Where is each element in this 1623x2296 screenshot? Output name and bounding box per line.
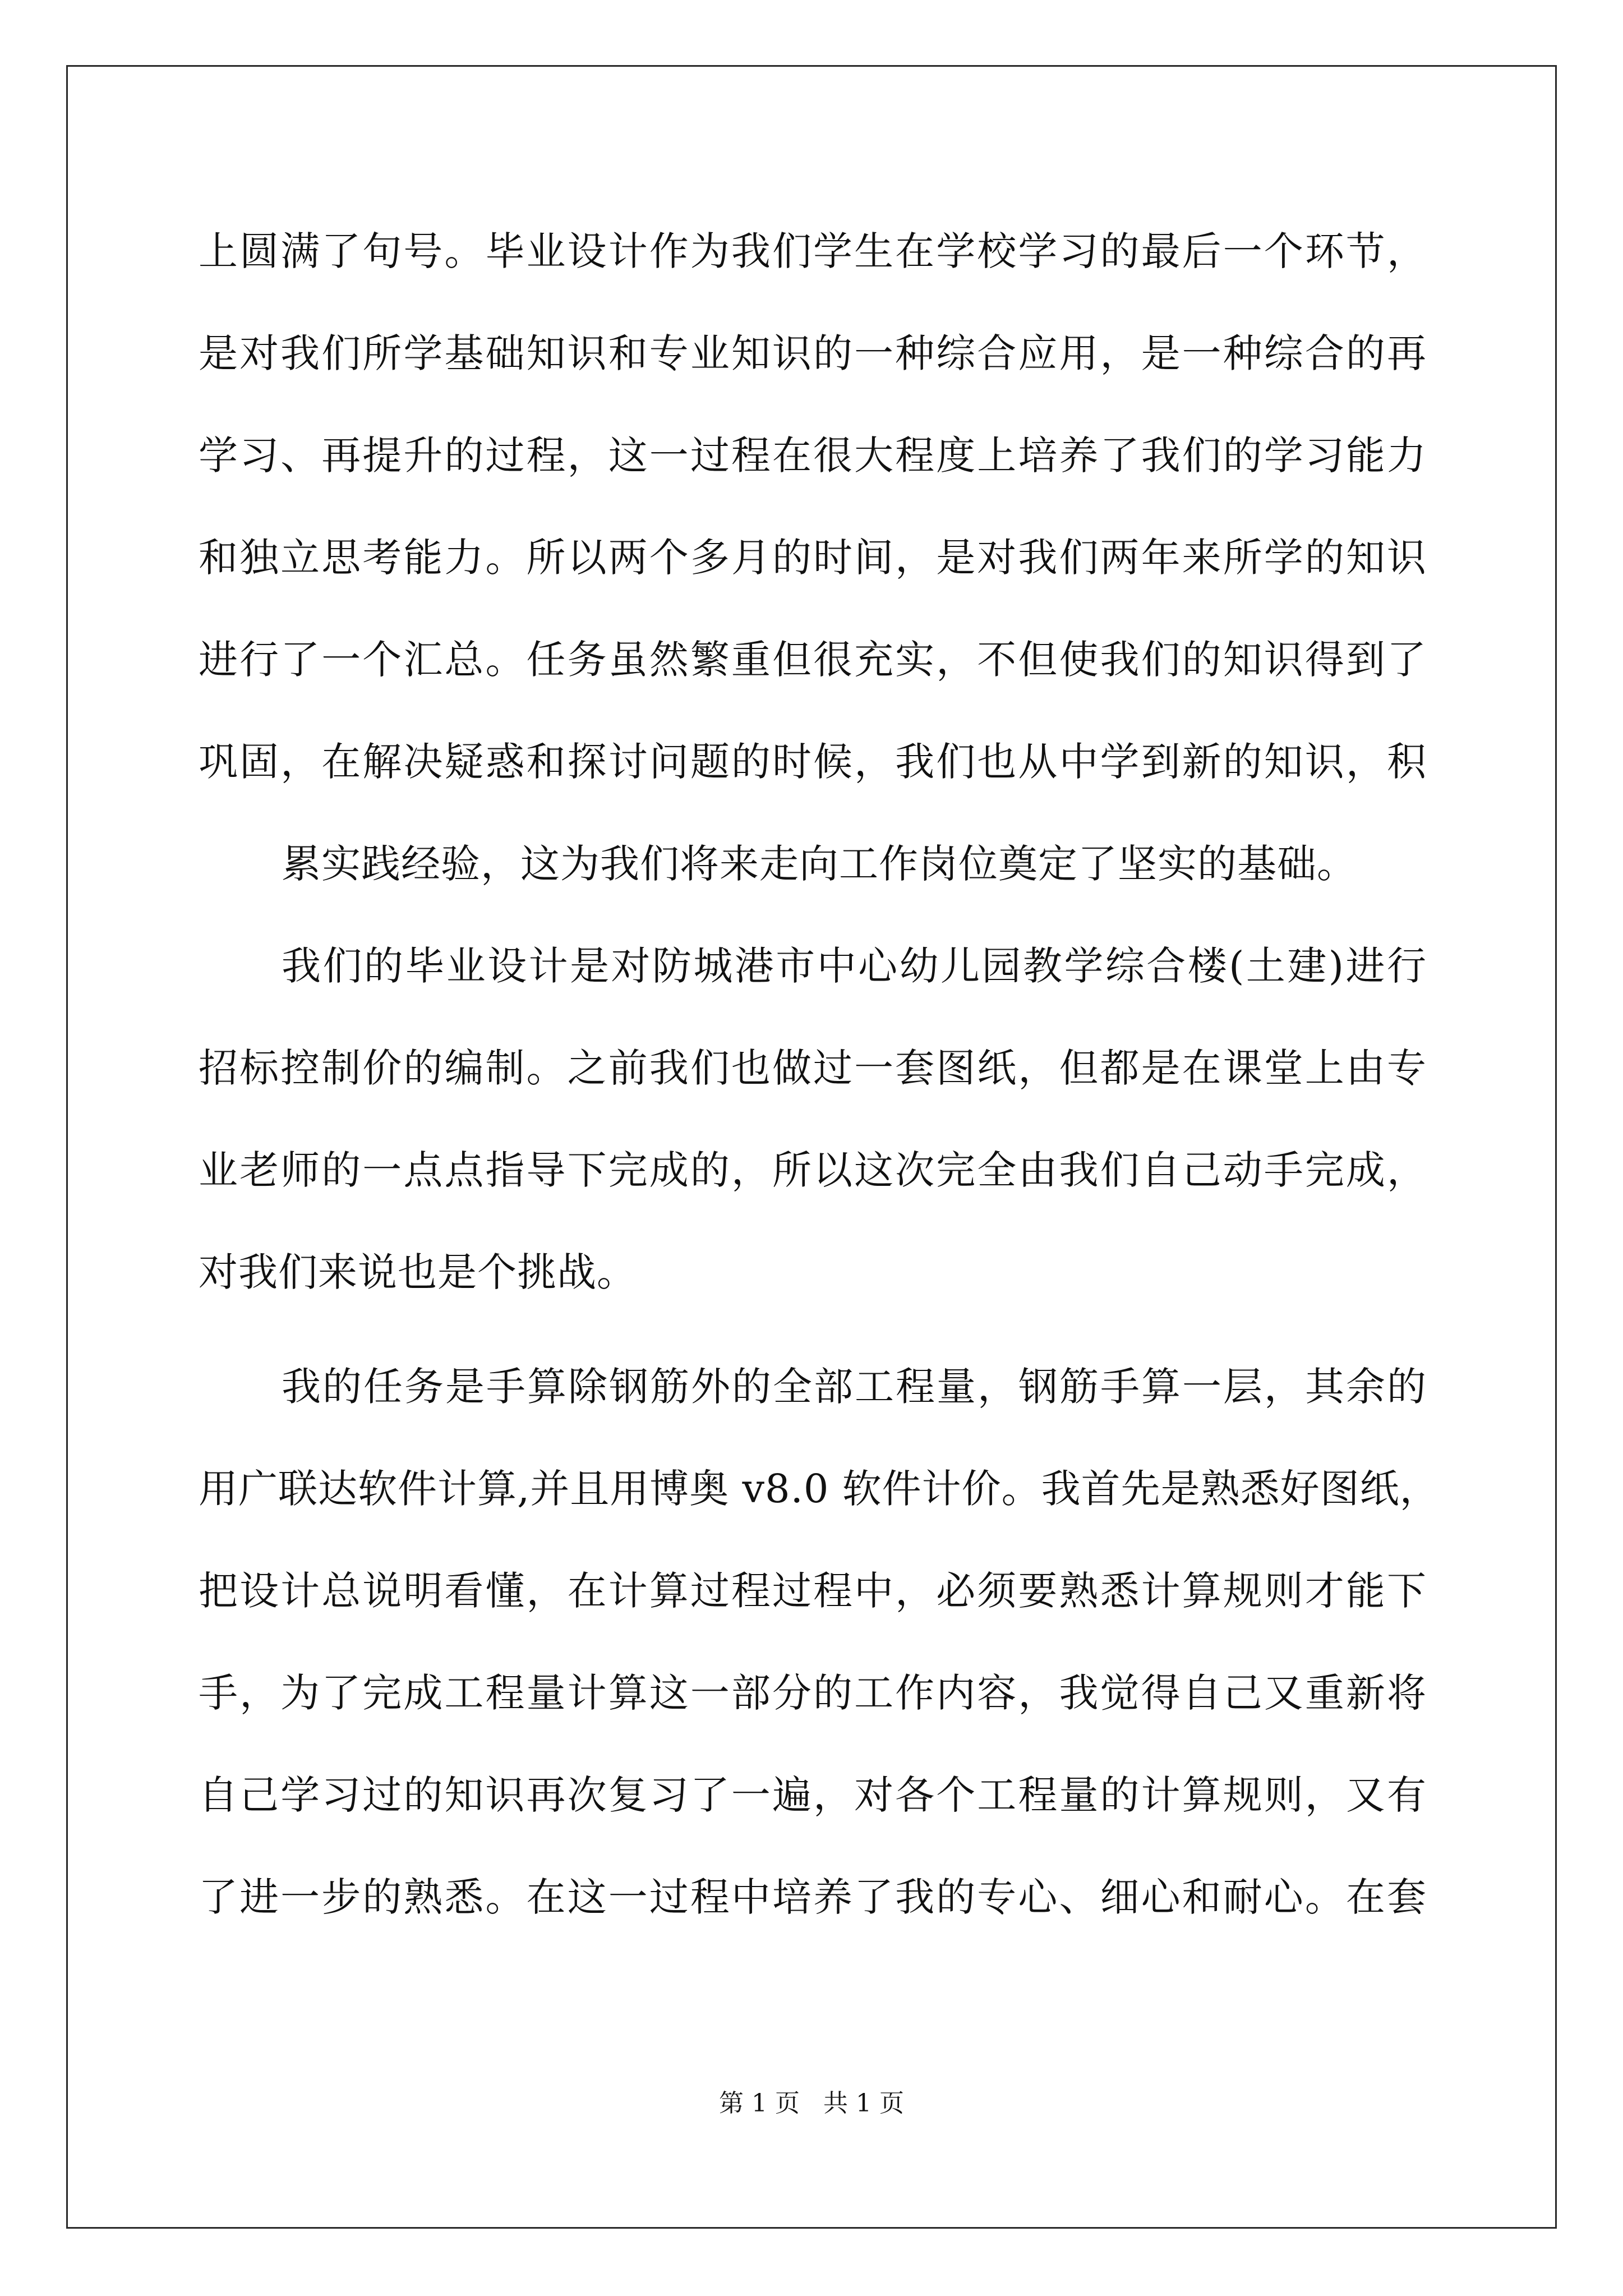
text-line: 了进一步的熟悉。在这一过程中培养了我的专心、细心和耐心。在套	[199, 1874, 1427, 1920]
text-line: 招标控制价的编制。之前我们也做过一套图纸，但都是在课堂上由专	[199, 1045, 1427, 1091]
text-line: 业老师的一点点指导下完成的，所以这次完全由我们自己动手完成，	[199, 1147, 1427, 1193]
text-line: 和独立思考能力。所以两个多月的时间，是对我们两年来所学的知识	[199, 535, 1427, 581]
text-line: 上圆满了句号。毕业设计作为我们学生在学校学习的最后一个环节，	[199, 228, 1427, 274]
text-line: 自己学习过的知识再次复习了一遍，对各个工程量的计算规则，又有	[199, 1772, 1427, 1818]
text-line: 累实践经验，这为我们将来走向工作岗位奠定了坚实的基础。	[282, 841, 1357, 887]
text-line: 是对我们所学基础知识和专业知识的一种综合应用，是一种综合的再	[199, 330, 1427, 376]
text-line: 对我们来说也是个挑战。	[199, 1249, 637, 1295]
text-line: 进行了一个汇总。任务虽然繁重但很充实，不但使我们的知识得到了	[199, 637, 1427, 683]
text-line: 我们的毕业设计是对防城港市中心幼儿园教学综合楼(土建)进行	[282, 943, 1427, 989]
text-line: 我的任务是手算除钢筋外的全部工程量，钢筋手算一层，其余的	[282, 1364, 1427, 1410]
page-number-footer: 第 1 页 共 1 页	[719, 2089, 904, 2118]
text-line: 手，为了完成工程量计算这一部分的工作内容，我觉得自己又重新将	[199, 1670, 1427, 1716]
text-line: 学习、再提升的过程，这一过程在很大程度上培养了我们的学习能力	[199, 432, 1427, 478]
text-line: 用广联达软件计算,并且用博奥 v8.0 软件计价。我首先是熟悉好图纸，	[199, 1466, 1440, 1512]
text-line: 把设计总说明看懂，在计算过程过程中，必须要熟悉计算规则才能下	[199, 1568, 1427, 1614]
text-line: 巩固，在解决疑惑和探讨问题的时候，我们也从中学到新的知识，积	[199, 739, 1427, 785]
